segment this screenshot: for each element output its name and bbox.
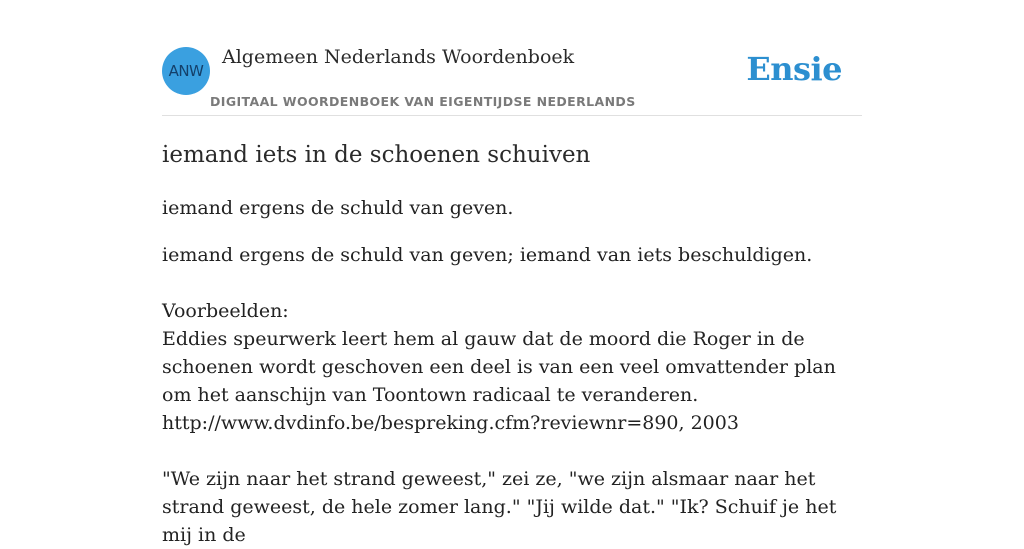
short-definition: iemand ergens de schuld van geven. [162,197,514,219]
header-divider [162,115,862,116]
site-subtitle: DIGITAAL WOORDENBOEK VAN EIGENTIJDSE NEDERLANDS [210,94,636,109]
logo-text: ANW [168,62,204,80]
example-text: Eddies speurwerk leert hem al gauw dat de moord die Roger in de schoenen wordt geschoven een deel is van een veel omvattender plan om het aanschijn van Toontown radicaal te veranderen. [162,328,836,406]
ensie-brand-logo[interactable]: Ensie [746,50,842,88]
entry-content [162,140,867,549]
example-source[interactable]: http://www.dvdinfo.be/bespreking.cfm?reviewnr=890, 2003 [162,412,739,434]
examples-label: Voorbeelden: [162,300,289,322]
page-title: iemand iets in de schoenen schuiven [162,142,591,168]
spacer [162,437,867,465]
example-text: "We zijn naar het strand geweest," zei ze, "we zijn alsmaar naar het strand geweest, de hele zomer lang." "Jij wilde dat." "Ik? Schuif je het mij in de [162,468,837,546]
spacer [162,269,867,297]
anw-logo[interactable] [162,47,210,95]
definition: iemand ergens de schuld van geven; iemand van iets beschuldigen. [162,244,813,266]
site-title[interactable]: Algemeen Nederlands Woordenboek [222,46,575,68]
